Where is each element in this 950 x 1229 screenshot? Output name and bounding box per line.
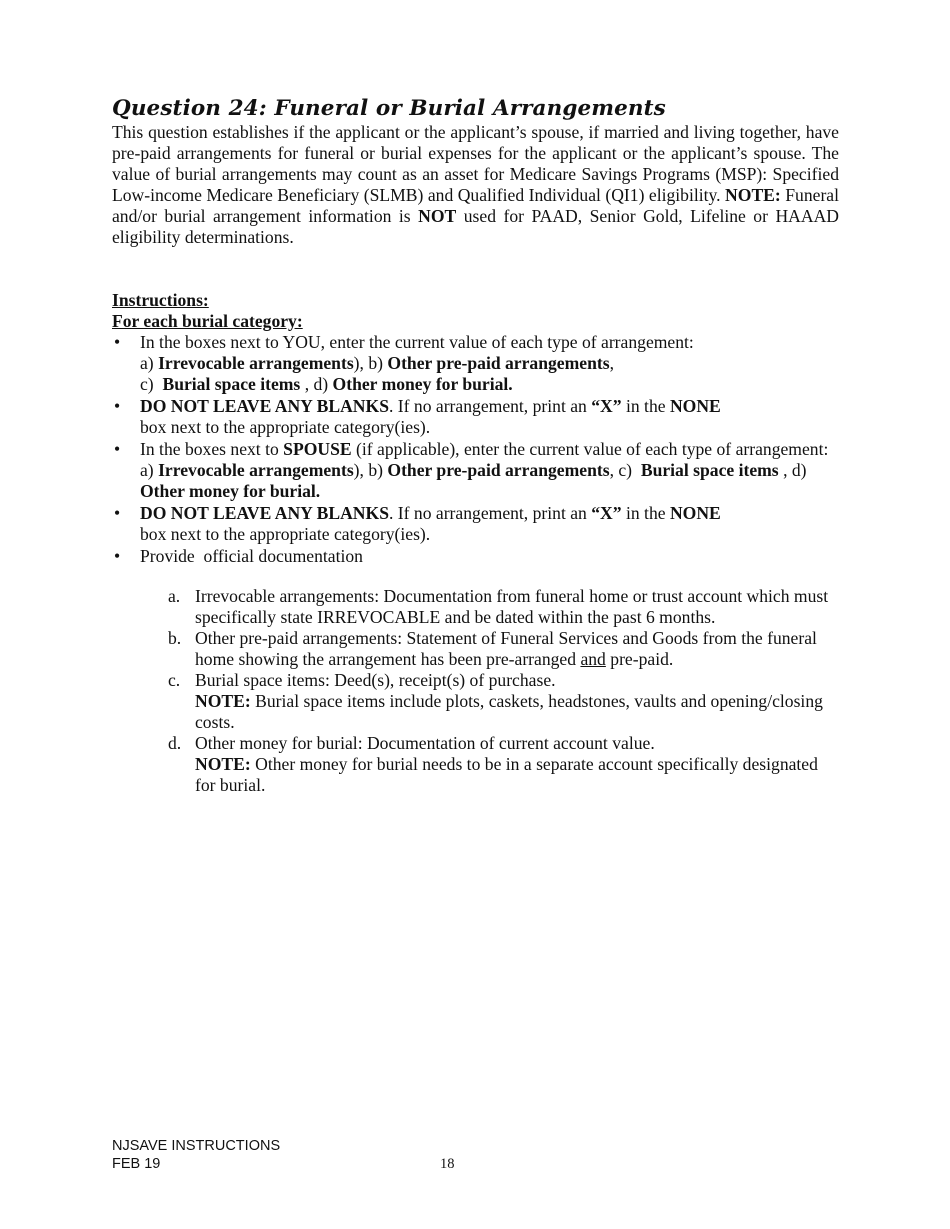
intro-paragraph	[112, 122, 839, 248]
documentation-item-other-money: d. Other money for burial: Documentation of current account value. NOTE: Other money for burial needs to be in a separate account specifically designated for burial.	[168, 733, 818, 795]
instruction-spouse: • In the boxes next to SPOUSE (if applicable), enter the current value of each type of arrangement: a) Irrevocable arrangements), b) Other pre-paid arrangements, c) Burial space items , d) Other money for burial.	[114, 439, 829, 501]
bullet-icon: •	[114, 332, 121, 352]
bullet-icon: •	[114, 546, 121, 566]
instruction-you: • In the boxes next to YOU, enter the current value of each type of arrangement: a) Irrevocable arrangements), b) Other pre-paid arrangements, c) Burial space items , d) Other money for burial.	[114, 332, 694, 394]
instruction-no-blanks-spouse: • DO NOT LEAVE ANY BLANKS. If no arrangement, print an “X” in the NONE box next to the appropriate category(ies).	[114, 503, 721, 544]
instructions-heading: Instructions:	[112, 290, 209, 310]
documentation-item-pre-paid: b. Other pre-paid arrangements: Statement of Funeral Services and Goods from the funeral home showing the arrangement has been pre-arranged and pre-paid.	[168, 628, 817, 669]
bullet-icon: •	[114, 396, 121, 416]
instruction-no-blanks-you: • DO NOT LEAVE ANY BLANKS. If no arrangement, print an “X” in the NONE box next to the appropriate category(ies).	[114, 396, 721, 437]
bullet-icon: •	[114, 503, 121, 523]
bullet-icon: •	[114, 439, 121, 459]
footer-line-2: FEB 19	[112, 1156, 161, 1172]
footer-label	[112, 1137, 280, 1173]
page-number: 18	[440, 1156, 455, 1172]
instruction-list	[112, 332, 839, 567]
footer-line-1: NJSAVE INSTRUCTIONS	[112, 1138, 281, 1154]
document-page	[112, 96, 839, 796]
intro-text: used for PAAD, Senior Gold, Lifeline or HAAAD eligibility determinations.	[112, 206, 839, 247]
instruction-provide-documentation: • Provide official documentation	[114, 546, 363, 566]
documentation-item-burial-space: c. Burial space items: Deed(s), receipt(s) of purchase. NOTE: Burial space items include plots, caskets, headstones, vaults and opening/closing costs.	[168, 670, 823, 732]
documentation-item-irrevocable: a. Irrevocable arrangements: Documentation from funeral home or trust account which must specifically state IRREVOCABLE and be dated within the past 6 months.	[168, 586, 829, 627]
category-heading: For each burial category:	[112, 311, 303, 331]
intro-not-label: NOT	[418, 206, 457, 226]
page-title: Question 24: Funeral or Burial Arrangements	[112, 96, 666, 121]
intro-note-label: NOTE:	[725, 185, 781, 205]
documentation-list	[112, 586, 839, 796]
intro-text: This question establishes if the applicant or the applicant’s spouse, if married and living together, have pre-paid arrangements for funeral or burial expenses for the applicant or the applicant’s spouse. The value of burial arrangements may count as an asset for Medicare Savings Programs (MSP): Specified Low-income Medicare Beneficiary (SLMB) and Qualified Individual (QI1) eligibility.	[112, 122, 839, 205]
intro-text: Funeral and/or burial arrangement information is	[112, 185, 839, 226]
